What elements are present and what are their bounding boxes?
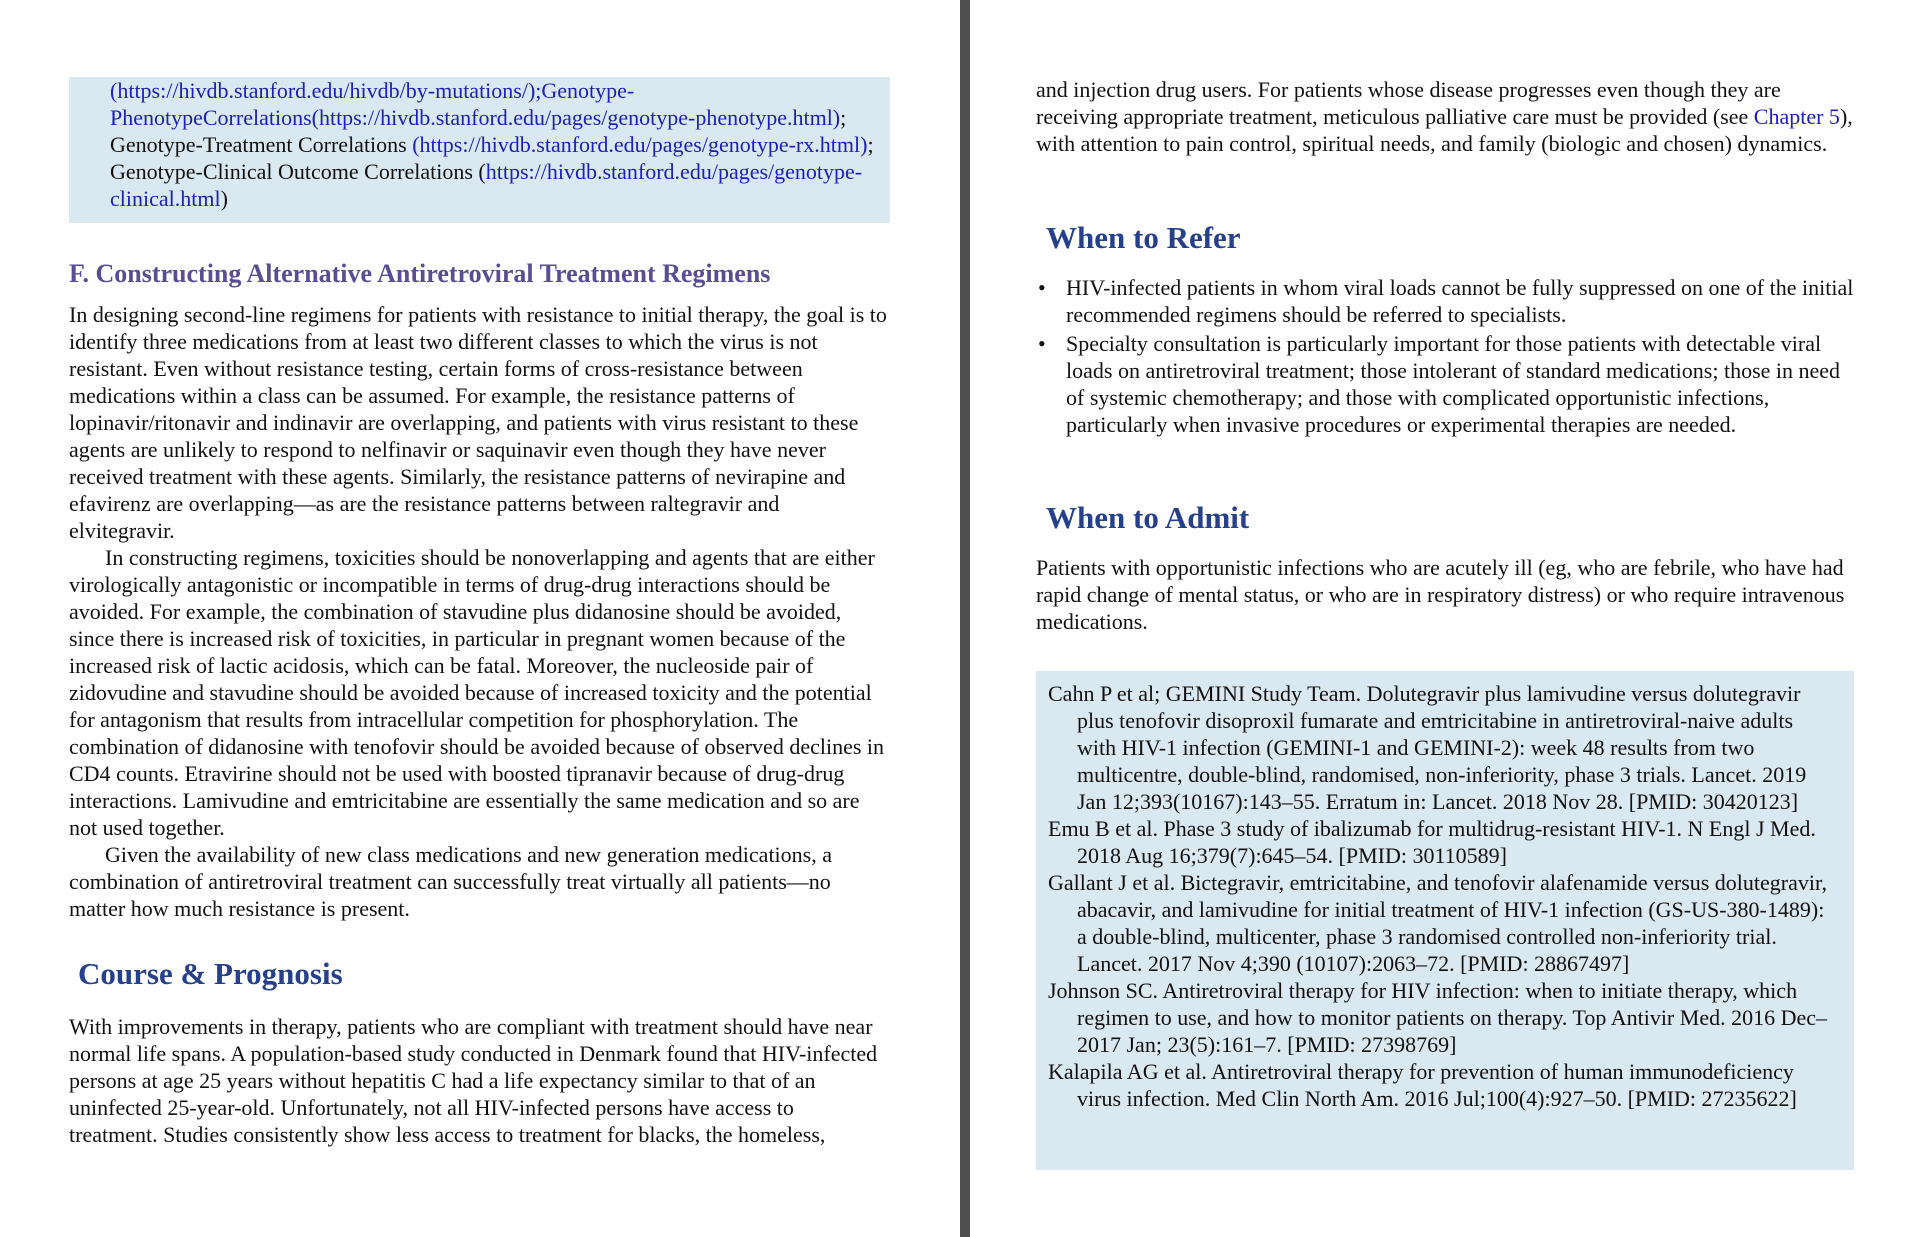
url-box [69, 77, 890, 223]
section-f-title: F. Constructing Alternative Antiretroviral Treatment Regimens [69, 259, 771, 288]
section-f-paragraph-3: Given the availability of new class medications and new generation medications, a combination of antiretroviral treatment can successfully treat virtually all patients—no matter how much resistance is present. [69, 842, 832, 921]
course-prognosis-body [69, 1013, 887, 1148]
reference-item: Gallant J et al. Bictegravir, emtricitabine, and tenofovir alafenamide versus dolutegravir, abacavir, and lamivudine for initial treatment of HIV-1 infection (GS-US-380-1489): a double-blind, multicenter, phase 3 randomised controlled non-inferiority trial. Lancet. 2017 Nov 4;390 (10107):2063–72. [PMID: 28867497] [1048, 870, 1827, 976]
page-divider [960, 0, 970, 1237]
left-page [0, 0, 960, 1237]
link-by-mutations-phenotype[interactable]: (https://hivdb.stanford.edu/hivdb/by-mutations/);Genotype-PhenotypeCorrelations(https://hivdb.stanford.edu/pages/genotype-phenotype.html) [110, 78, 841, 130]
link-genotype-rx[interactable]: (https://hivdb.stanford.edu/pages/genotype-rx.html) [412, 132, 868, 157]
url-box-close-paren: ) [220, 186, 228, 211]
course-prognosis-paragraph: With improvements in therapy, patients who are compliant with treatment should have near normal life spans. A population-based study conducted in Denmark found that HIV-infected persons at age 25 years without hepatitis C had a life expectancy similar to that of an uninfected 25-year-old. Unfortunately, not all HIV-infected persons have access to treatment. Studies consistently show less access to treatment for blacks, the homeless, [69, 1014, 878, 1147]
right-page [970, 0, 1921, 1237]
admit-body [1036, 554, 1862, 635]
when-to-admit-title: When to Admit [1046, 500, 1250, 535]
reference-item: Emu B et al. Phase 3 study of ibalizumab for multidrug-resistant HIV-1. N Engl J Med. 2018 Aug 16;379(7):645–54. [PMID: 30110589] [1048, 816, 1816, 868]
bullet-icon: • [1038, 275, 1046, 300]
continuation-text-b: ), with attention to pain control, spiritual needs, and family (biologic and chosen) dynamics. [1036, 104, 1853, 156]
continuation-text-a: and injection drug users. For patients whose disease progresses even though they are receiving appropriate treatment, meticulous palliative care must be provided (see [1036, 77, 1781, 129]
refer-list [1036, 274, 1862, 438]
list-item [1036, 274, 1862, 328]
refer-item-text: HIV-infected patients in whom viral loads cannot be fully suppressed on one of the initial recommended regimens should be referred to specialists. [1066, 275, 1854, 327]
course-prognosis-title: Course & Prognosis [78, 956, 343, 991]
reference-list [1036, 680, 1836, 1112]
continuation-text [1036, 76, 1862, 157]
section-f-body [69, 301, 887, 922]
refer-list-wrap [1036, 274, 1862, 440]
refer-item-text: Specialty consultation is particularly important for those patients with detectable viral loads on antiretroviral treatment; those intolerant of standard medications; those in need of systemic chemotherapy; and those with complicated opportunistic infections, particularly when invasive procedures or experimental therapies are needed. [1066, 331, 1841, 437]
link-genotype-clinical[interactable]: https://hivdb.stanford.edu/pages/genotype-clinical.html [110, 159, 863, 211]
list-item [1036, 330, 1862, 438]
continuation-paragraph [1036, 76, 1862, 157]
url-box-label-clinical: ; Genotype-Clinical Outcome Correlations ( [110, 132, 874, 184]
when-to-refer-title: When to Refer [1046, 220, 1241, 255]
references-box [1036, 671, 1854, 1170]
url-box-label-treatment: ; Genotype-Treatment Correlations [110, 105, 847, 157]
chapter-5-link[interactable]: Chapter 5 [1753, 104, 1840, 129]
admit-paragraph: Patients with opportunistic infections who are acutely ill (eg, who are febrile, who have had rapid change of mental status, or who are in respiratory distress) or who require intravenous medications. [1036, 555, 1845, 634]
section-f-paragraph-2: In constructing regimens, toxicities should be nonoverlapping and agents that are either virologically antagonistic or incompatible in terms of drug-drug interactions should be avoided. For example, the combination of stavudine plus didanosine should be avoided, since there is increased risk of toxicities, in particular in pregnant women because of the increased risk of lactic acidosis, which can be fatal. Moreover, the nucleoside pair of zidovudine and stavudine should be avoided because of increased toxicity and the potential for antagonism that results from intracellular competition for phosphorylation. The combination of didanosine with tenofovir should be avoided because of observed declines in CD4 counts. Etravirine should not be used with boosted tipranavir because of drug-drug interactions. Lamivudine and emtricitabine are essentially the same medication and so are not used together. [69, 545, 885, 840]
section-f-paragraph-1: In designing second-line regimens for patients with resistance to initial therapy, the goal is to identify three medications from at least two different classes to which the virus is not resistant. Even without resistance testing, certain forms of cross-resistance between medications within a class can be assumed. For example, the resistance patterns of lopinavir/ritonavir and indinavir are overlapping, and patients with virus resistant to these agents are unlikely to respond to nelfinavir or saquinavir even though they have never received treatment with these agents. Similarly, the resistance patterns of nevirapine and efavirenz are overlapping—as are the resistance patterns between raltegravir and elvitegravir. [69, 302, 887, 543]
bullet-icon: • [1038, 331, 1046, 356]
reference-item: Johnson SC. Antiretroviral therapy for HIV infection: when to initiate therapy, which regimen to use, and how to monitor patients on therapy. Top Antivir Med. 2016 Dec–2017 Jan; 23(5):161–7. [PMID: 27398769] [1048, 978, 1827, 1057]
url-box-text [110, 77, 880, 212]
reference-item: Cahn P et al; GEMINI Study Team. Dolutegravir plus lamivudine versus dolutegravir plus tenofovir disoproxil fumarate and emtricitabine in antiretroviral-naive adults with HIV-1 infection (GEMINI-1 and GEMINI-2): week 48 results from two multicentre, double-blind, randomised, non-inferiority, phase 3 trials. Lancet. 2019 Jan 12;393(10167):143–55. Erratum in: Lancet. 2018 Nov 28. [PMID: 30420123] [1048, 681, 1807, 814]
reference-item: Kalapila AG et al. Antiretroviral therapy for prevention of human immunodeficiency virus infection. Med Clin North Am. 2016 Jul;100(4):927–50. [PMID: 27235622] [1048, 1059, 1797, 1111]
